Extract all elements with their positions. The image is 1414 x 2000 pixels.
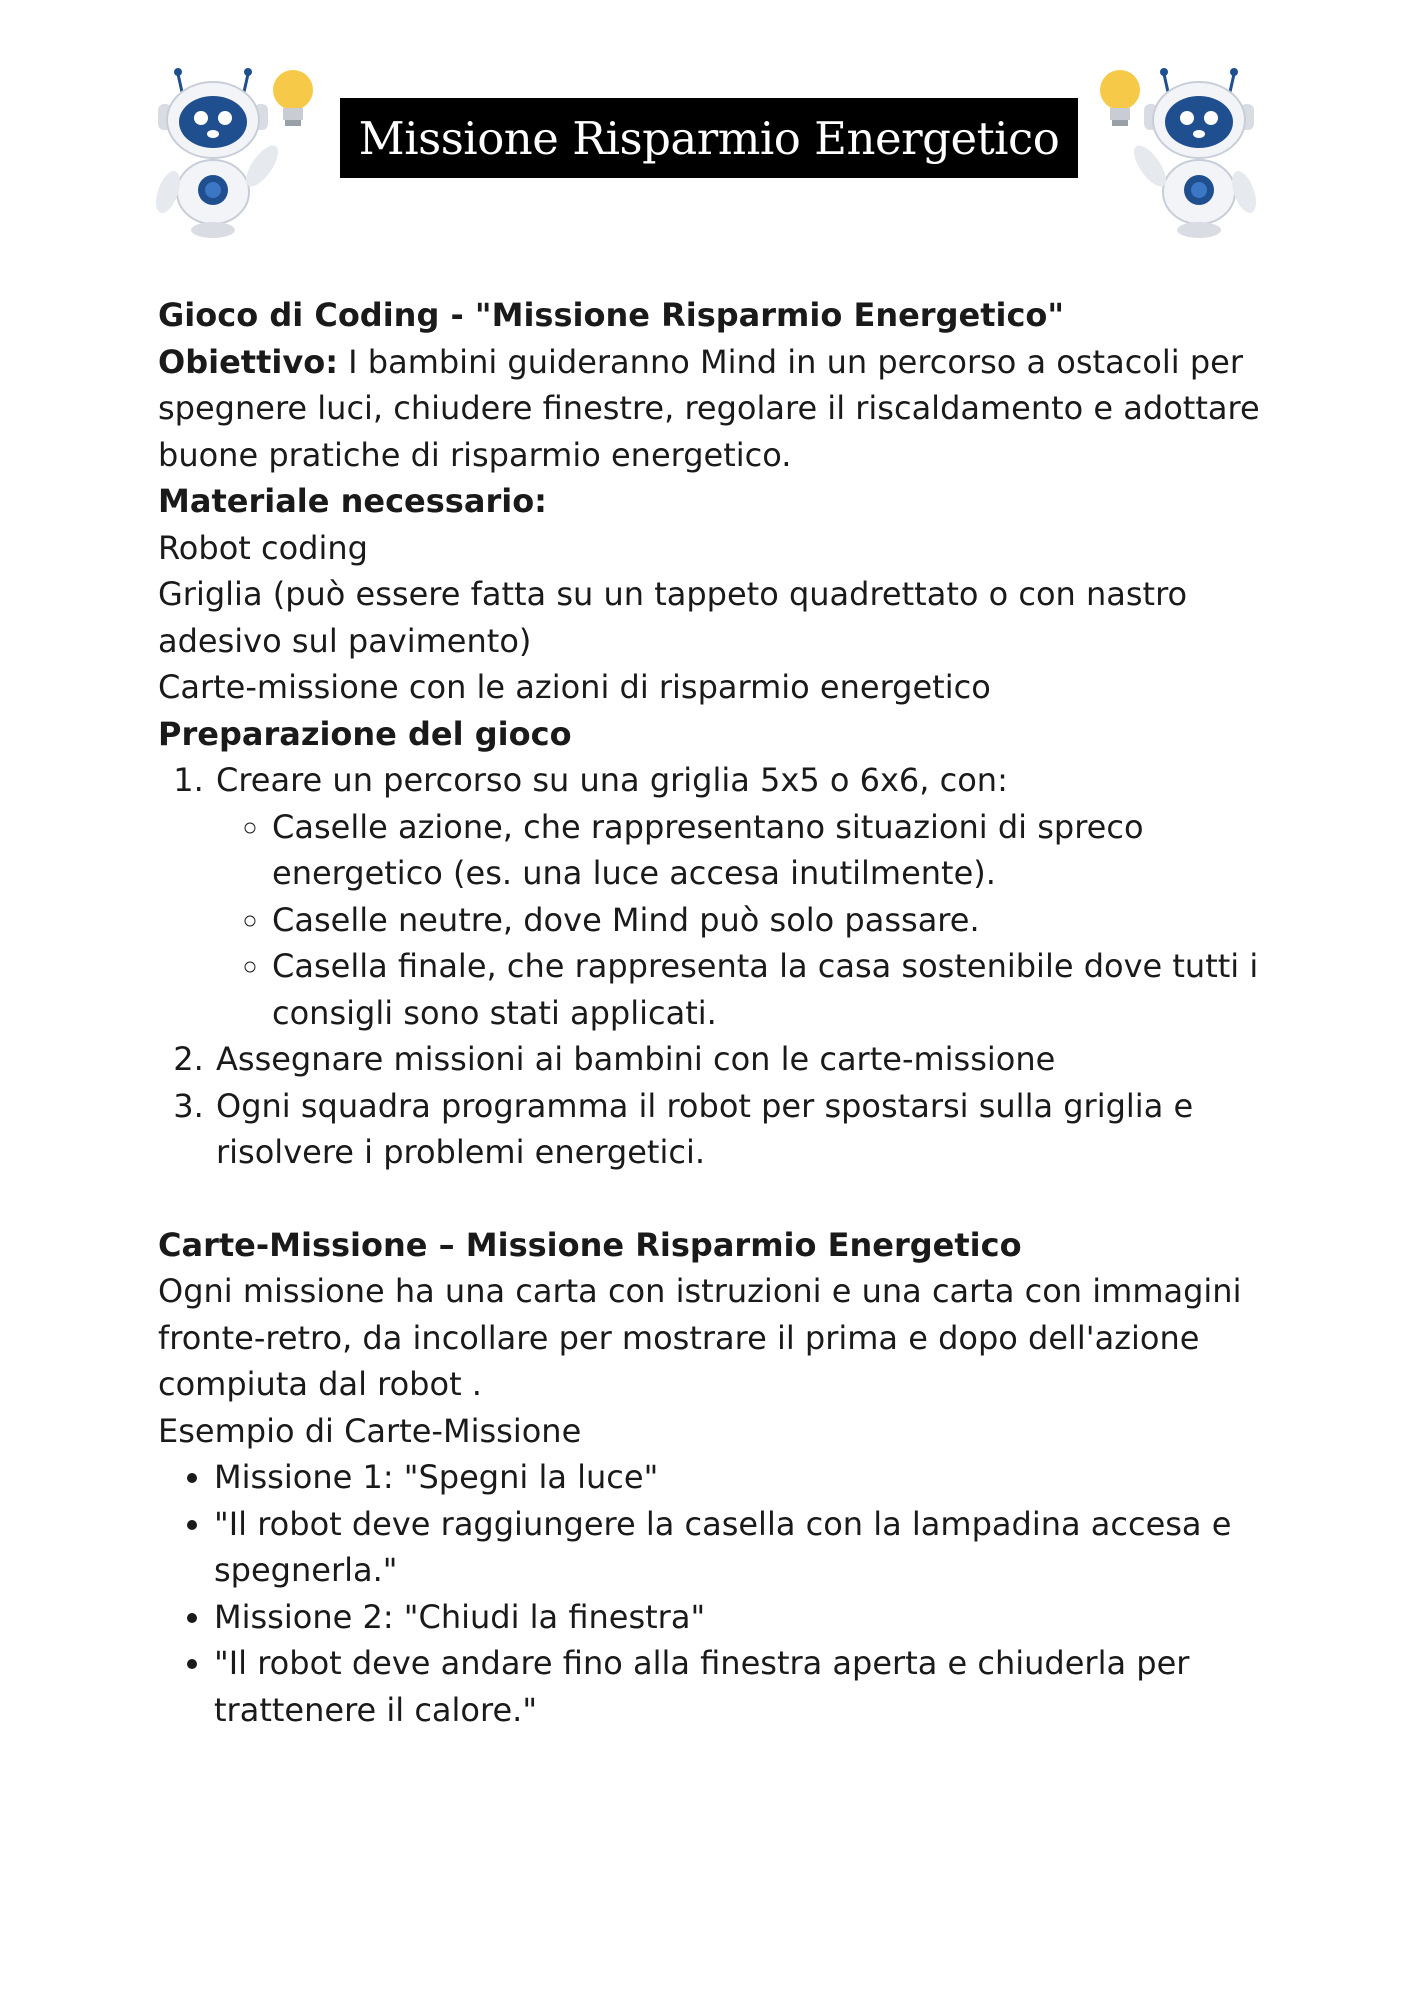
materials-heading: Materiale necessario:	[158, 482, 547, 520]
page-header	[0, 0, 1414, 260]
cards-description: Ogni missione ha una carta con istruzioni e una carta con immagini fronte-retro, da incollare per mostrare il prima e dopo dell'azione compiuta dal robot .	[158, 1272, 1242, 1403]
step-sublist	[216, 804, 1268, 1037]
material-item: Robot coding	[158, 528, 368, 567]
material-item: Carte-missione con le azioni di risparmio energetico	[158, 668, 991, 706]
intro-heading: Gioco di Coding - "Missione Risparmio Energetico"	[158, 296, 1065, 334]
objective-text: I bambini guideranno Mind in un percorso a ostacoli per spegnere luci, chiudere finestre, regolare il riscaldamento e adottare buone pratiche di risparmio energetico.	[158, 342, 1260, 474]
robot-mascot-right	[1090, 62, 1260, 242]
page-title: Missione Risparmio Energetico	[340, 98, 1078, 178]
objective-paragraph	[158, 339, 1268, 479]
robot-icon	[152, 68, 284, 238]
step-text: Creare un percorso su una griglia 5x5 o 6x6, con:	[216, 761, 1008, 799]
list-item: • "Il robot deve andare fino alla finestra aperta e chiuderla per trattenere il calore."	[214, 1640, 1268, 1733]
robot-mascot-left	[152, 62, 322, 242]
list-item: • "Il robot deve raggiungere la casella con la lampadina accesa e spegnerla."	[214, 1501, 1268, 1594]
sub-item: ◦ Caselle neutre, dove Mind può solo passare.	[272, 897, 1268, 944]
spacer	[158, 1176, 1268, 1222]
robot-icon	[1128, 68, 1260, 238]
objective-label: Obiettivo:	[158, 342, 338, 381]
lightbulb-icon	[1100, 70, 1140, 126]
preparation-step: 3. Ogni squadra programma il robot per spostarsi sulla griglia e risolvere i problemi energetici.	[214, 1083, 1268, 1176]
sub-item: ◦ Caselle azione, che rappresentano situazioni di spreco energetico (es. una luce accesa inutilmente).	[272, 804, 1268, 897]
preparation-steps	[158, 757, 1268, 1176]
cards-list	[158, 1454, 1268, 1733]
list-item: • Missione 1: "Spegni la luce"	[214, 1454, 1268, 1501]
document-body	[158, 292, 1268, 1733]
preparation-step: 2. Assegnare missioni ai bambini con le carte-missione	[214, 1036, 1268, 1083]
sub-item: ◦ Casella finale, che rappresenta la casa sostenibile dove tutti i consigli sono stati applicati.	[272, 943, 1268, 1036]
material-item: Griglia (può essere fatta su un tappeto quadrettato o con nastro adesivo sul pavimento)	[158, 575, 1188, 660]
cards-heading: Carte-Missione – Missione Risparmio Energetico	[158, 1225, 1022, 1264]
lightbulb-icon	[273, 70, 313, 126]
preparation-heading: Preparazione del gioco	[158, 714, 572, 753]
cards-example-label: Esempio di Carte-Missione	[158, 1411, 582, 1450]
preparation-step	[214, 757, 1268, 1036]
list-item: • Missione 2: "Chiudi la finestra"	[214, 1594, 1268, 1641]
